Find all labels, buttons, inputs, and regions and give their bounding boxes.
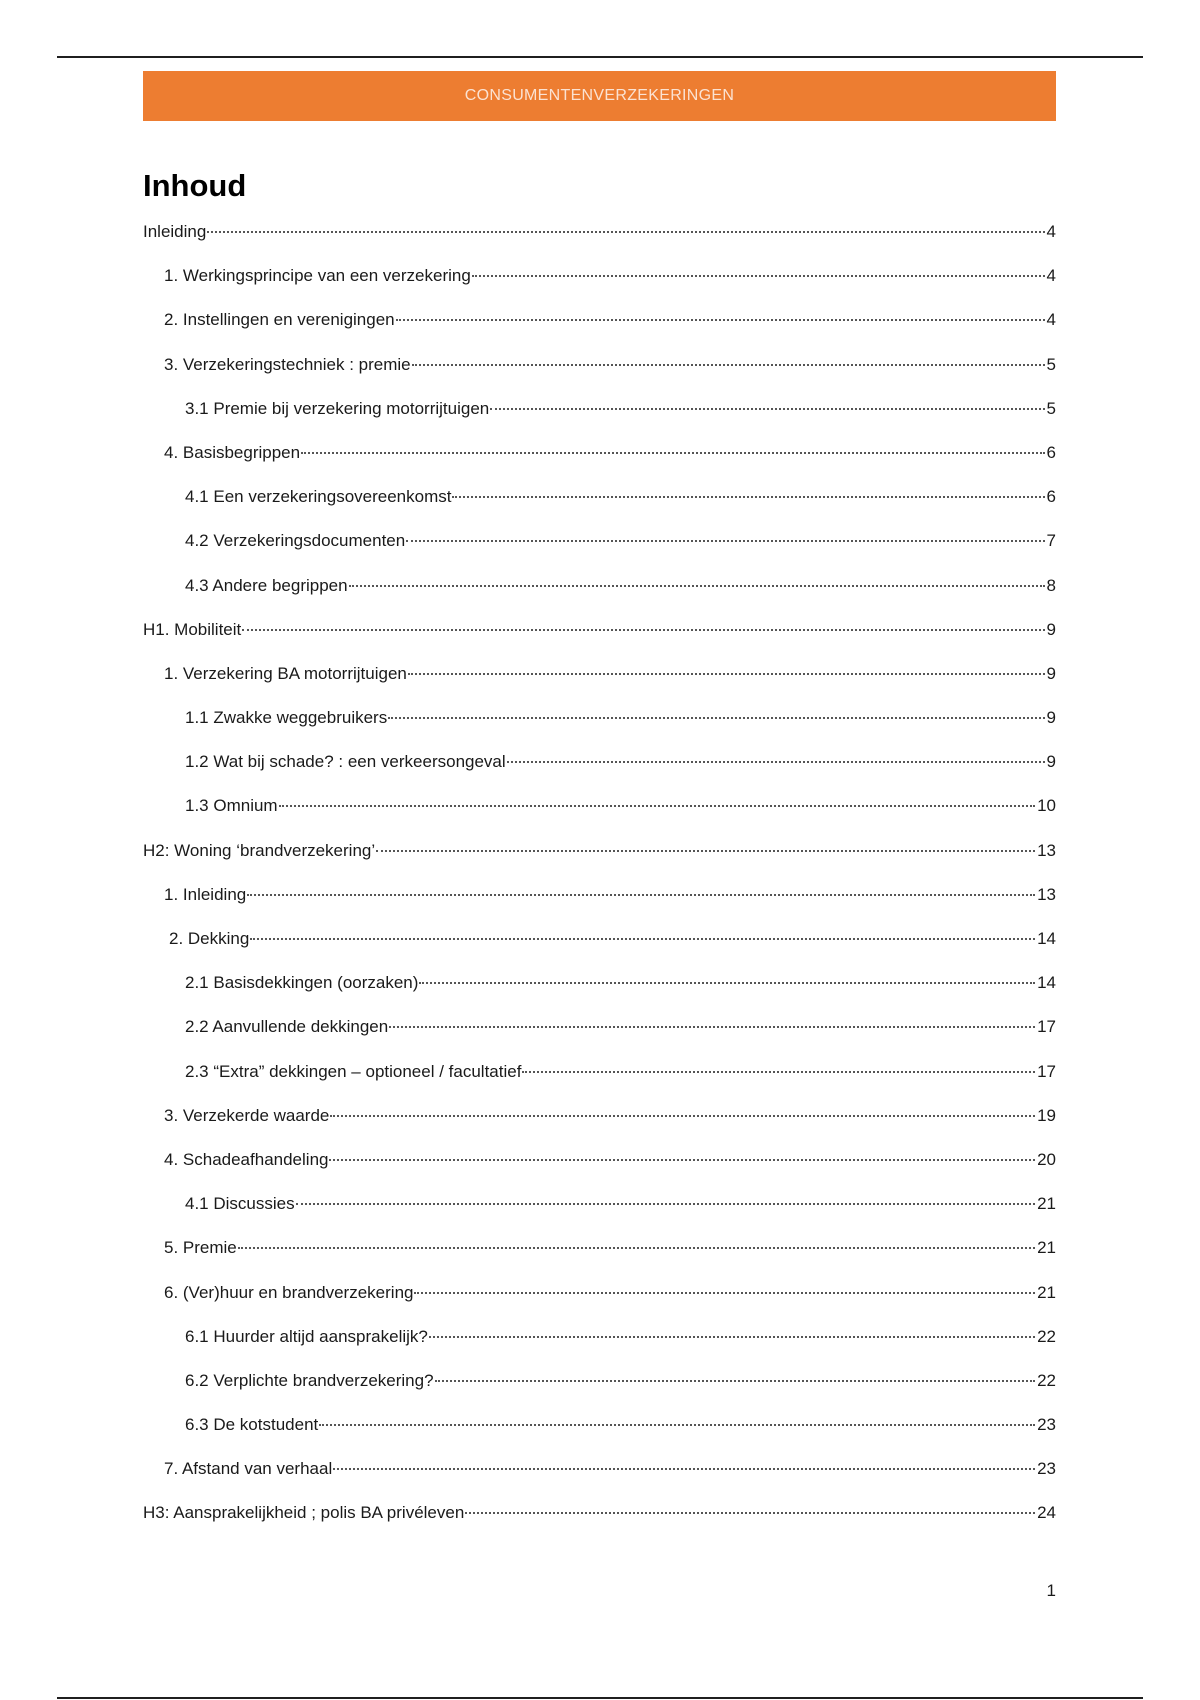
toc-entry-title: 4. Schadeafhandeling xyxy=(164,1149,329,1169)
toc-entry-page: 19 xyxy=(1037,1105,1056,1125)
header-band xyxy=(143,71,1056,121)
toc-entry[interactable] xyxy=(143,1150,1056,1194)
toc-entry[interactable] xyxy=(143,1017,1056,1061)
dot-leader xyxy=(472,275,1045,277)
toc-entry-page: 9 xyxy=(1046,708,1056,728)
toc-entry-title: 7. Afstand van verhaal xyxy=(164,1459,333,1479)
toc-entry-page: 4 xyxy=(1046,310,1056,330)
dot-leader xyxy=(247,894,1035,896)
dot-leader xyxy=(333,1468,1035,1470)
toc-entry[interactable] xyxy=(143,399,1056,443)
toc-entry[interactable] xyxy=(143,487,1056,531)
toc-entry[interactable] xyxy=(143,443,1056,487)
toc-entry[interactable] xyxy=(143,973,1056,1017)
dot-leader xyxy=(452,496,1044,498)
toc-entry[interactable] xyxy=(143,1415,1056,1459)
toc-entry[interactable] xyxy=(143,752,1056,796)
toc-entry[interactable] xyxy=(143,1238,1056,1282)
toc-entry-page: 17 xyxy=(1037,1017,1056,1037)
dot-leader xyxy=(396,319,1045,321)
toc-entry[interactable] xyxy=(143,796,1056,840)
toc-entry-title: 2. Instellingen en verenigingen xyxy=(164,310,395,330)
toc-entry[interactable] xyxy=(143,1503,1056,1547)
toc-entry[interactable] xyxy=(143,266,1056,310)
toc-entry[interactable] xyxy=(143,1062,1056,1106)
toc-entry-page: 9 xyxy=(1046,663,1056,683)
dot-leader xyxy=(376,850,1035,852)
toc-entry[interactable] xyxy=(143,841,1056,885)
toc-entry[interactable] xyxy=(143,1327,1056,1371)
toc-entry-page: 6 xyxy=(1046,442,1056,462)
toc-entry[interactable] xyxy=(143,1106,1056,1150)
dot-leader xyxy=(238,1247,1035,1249)
toc-entry-title: 3. Verzekerde waarde xyxy=(164,1105,330,1125)
toc-entry-page: 14 xyxy=(1037,973,1056,993)
toc-entry-title: 3.1 Premie bij verzekering motorrijtuigen xyxy=(185,398,490,418)
dot-leader xyxy=(250,938,1035,940)
bottom-border-line xyxy=(57,1697,1143,1699)
toc-entry-title: 4.1 Discussies xyxy=(185,1194,295,1214)
toc-title: Inhoud xyxy=(143,168,247,203)
table-of-contents xyxy=(143,222,1056,1548)
toc-entry-page: 22 xyxy=(1037,1370,1056,1390)
toc-entry-title: 4.3 Andere begrippen xyxy=(185,575,348,595)
toc-entry-title: 2. Dekking xyxy=(169,929,250,948)
toc-entry-title: 4.1 Een verzekeringsovereenkomst xyxy=(185,487,452,507)
toc-entry-page: 4 xyxy=(1046,266,1056,286)
dot-leader xyxy=(388,717,1044,719)
toc-entry-page: 21 xyxy=(1037,1282,1056,1302)
dot-leader xyxy=(279,805,1035,807)
header-title: CONSUMENTENVERZEKERINGEN xyxy=(464,87,735,104)
toc-entry-title: 2.2 Aanvullende dekkingen xyxy=(185,1017,389,1037)
toc-entry-title: 4. Basisbegrippen xyxy=(164,442,301,462)
toc-entry[interactable] xyxy=(143,708,1056,752)
toc-entry-page: 22 xyxy=(1037,1326,1056,1346)
toc-entry[interactable] xyxy=(143,576,1056,620)
toc-entry-title: H1. Mobiliteit xyxy=(143,619,242,639)
toc-entry-title: 3. Verzekeringstechniek : premie xyxy=(164,354,411,374)
toc-entry[interactable] xyxy=(143,1459,1056,1503)
dot-leader xyxy=(330,1115,1035,1117)
toc-entry-page: 7 xyxy=(1046,531,1056,551)
dot-leader xyxy=(419,982,1035,984)
toc-entry-page: 24 xyxy=(1037,1503,1056,1523)
dot-leader xyxy=(329,1159,1035,1161)
toc-entry-title: H2: Woning ‘brandverzekering’ xyxy=(143,840,376,860)
toc-entry[interactable] xyxy=(143,531,1056,575)
toc-entry-page: 10 xyxy=(1037,796,1056,816)
dot-leader xyxy=(408,673,1045,675)
toc-entry[interactable] xyxy=(143,885,1056,929)
dot-leader xyxy=(465,1512,1035,1514)
toc-entry-title: 1. Verzekering BA motorrijtuigen xyxy=(164,663,407,683)
toc-entry-page: 5 xyxy=(1046,398,1056,418)
toc-entry-title: 6.2 Verplichte brandverzekering? xyxy=(185,1370,434,1390)
toc-entry-title: 6. (Ver)huur en brandverzekering xyxy=(164,1282,414,1302)
toc-entry-page: 21 xyxy=(1037,1194,1056,1214)
toc-entry[interactable] xyxy=(143,1371,1056,1415)
toc-entry-title: 1. Inleiding xyxy=(164,884,247,904)
dot-leader xyxy=(319,1424,1035,1426)
dot-leader xyxy=(301,452,1044,454)
toc-entry-title: 4.2 Verzekeringsdocumenten xyxy=(185,531,406,551)
toc-entry[interactable] xyxy=(143,664,1056,708)
toc-entry[interactable] xyxy=(143,1194,1056,1238)
toc-entry-title: 5. Premie xyxy=(164,1238,237,1258)
toc-entry-title: 6.3 De kotstudent xyxy=(185,1415,319,1435)
toc-entry-page: 9 xyxy=(1046,619,1056,639)
toc-entry-page: 13 xyxy=(1037,884,1056,904)
toc-entry-page: 20 xyxy=(1037,1149,1056,1169)
toc-entry[interactable] xyxy=(143,310,1056,354)
dot-leader xyxy=(406,540,1044,542)
toc-entry-page: 13 xyxy=(1037,840,1056,860)
toc-entry-title: 1.3 Omnium xyxy=(185,796,278,816)
toc-entry[interactable] xyxy=(143,355,1056,399)
toc-entry-page: 5 xyxy=(1046,354,1056,374)
toc-entry[interactable] xyxy=(143,929,1056,973)
dot-leader xyxy=(414,1292,1035,1294)
toc-entry[interactable] xyxy=(143,222,1056,266)
dot-leader xyxy=(349,585,1045,587)
toc-entry[interactable] xyxy=(143,1283,1056,1327)
dot-leader xyxy=(296,1203,1035,1205)
toc-entry-page: 8 xyxy=(1046,575,1056,595)
page-number: 1 xyxy=(1046,1581,1056,1600)
dot-leader xyxy=(429,1336,1035,1338)
dot-leader xyxy=(207,231,1044,233)
toc-entry-title: 1. Werkingsprincipe van een verzekering xyxy=(164,266,471,286)
toc-entry-title: Inleiding xyxy=(143,222,207,241)
dot-leader xyxy=(507,761,1045,763)
toc-entry-title: H3: Aansprakelijkheid ; polis BA privéleven xyxy=(143,1503,465,1523)
top-border-line xyxy=(57,56,1143,58)
toc-entry-page: 4 xyxy=(1046,222,1056,241)
dot-leader xyxy=(490,408,1044,410)
toc-entry-page: 17 xyxy=(1037,1061,1056,1081)
toc-entry-title: 1.1 Zwakke weggebruikers xyxy=(185,708,388,728)
toc-entry-page: 23 xyxy=(1037,1459,1056,1479)
dot-leader xyxy=(522,1071,1035,1073)
toc-entry-title: 2.1 Basisdekkingen (oorzaken) xyxy=(185,973,419,993)
dot-leader xyxy=(412,364,1045,366)
toc-entry-page: 21 xyxy=(1037,1238,1056,1258)
toc-entry-page: 9 xyxy=(1046,752,1056,772)
toc-entry-page: 6 xyxy=(1046,487,1056,507)
toc-entry-title: 2.3 “Extra” dekkingen – optioneel / facultatief xyxy=(185,1061,522,1081)
toc-entry-title: 6.1 Huurder altijd aansprakelijk? xyxy=(185,1326,428,1346)
toc-entry-title: 1.2 Wat bij schade? : een verkeersongeval xyxy=(185,752,506,772)
toc-entry-page: 14 xyxy=(1037,929,1056,948)
toc-entry[interactable] xyxy=(143,620,1056,664)
dot-leader xyxy=(242,629,1044,631)
toc-entry-page: 23 xyxy=(1037,1415,1056,1435)
dot-leader xyxy=(389,1026,1035,1028)
dot-leader xyxy=(435,1380,1036,1382)
